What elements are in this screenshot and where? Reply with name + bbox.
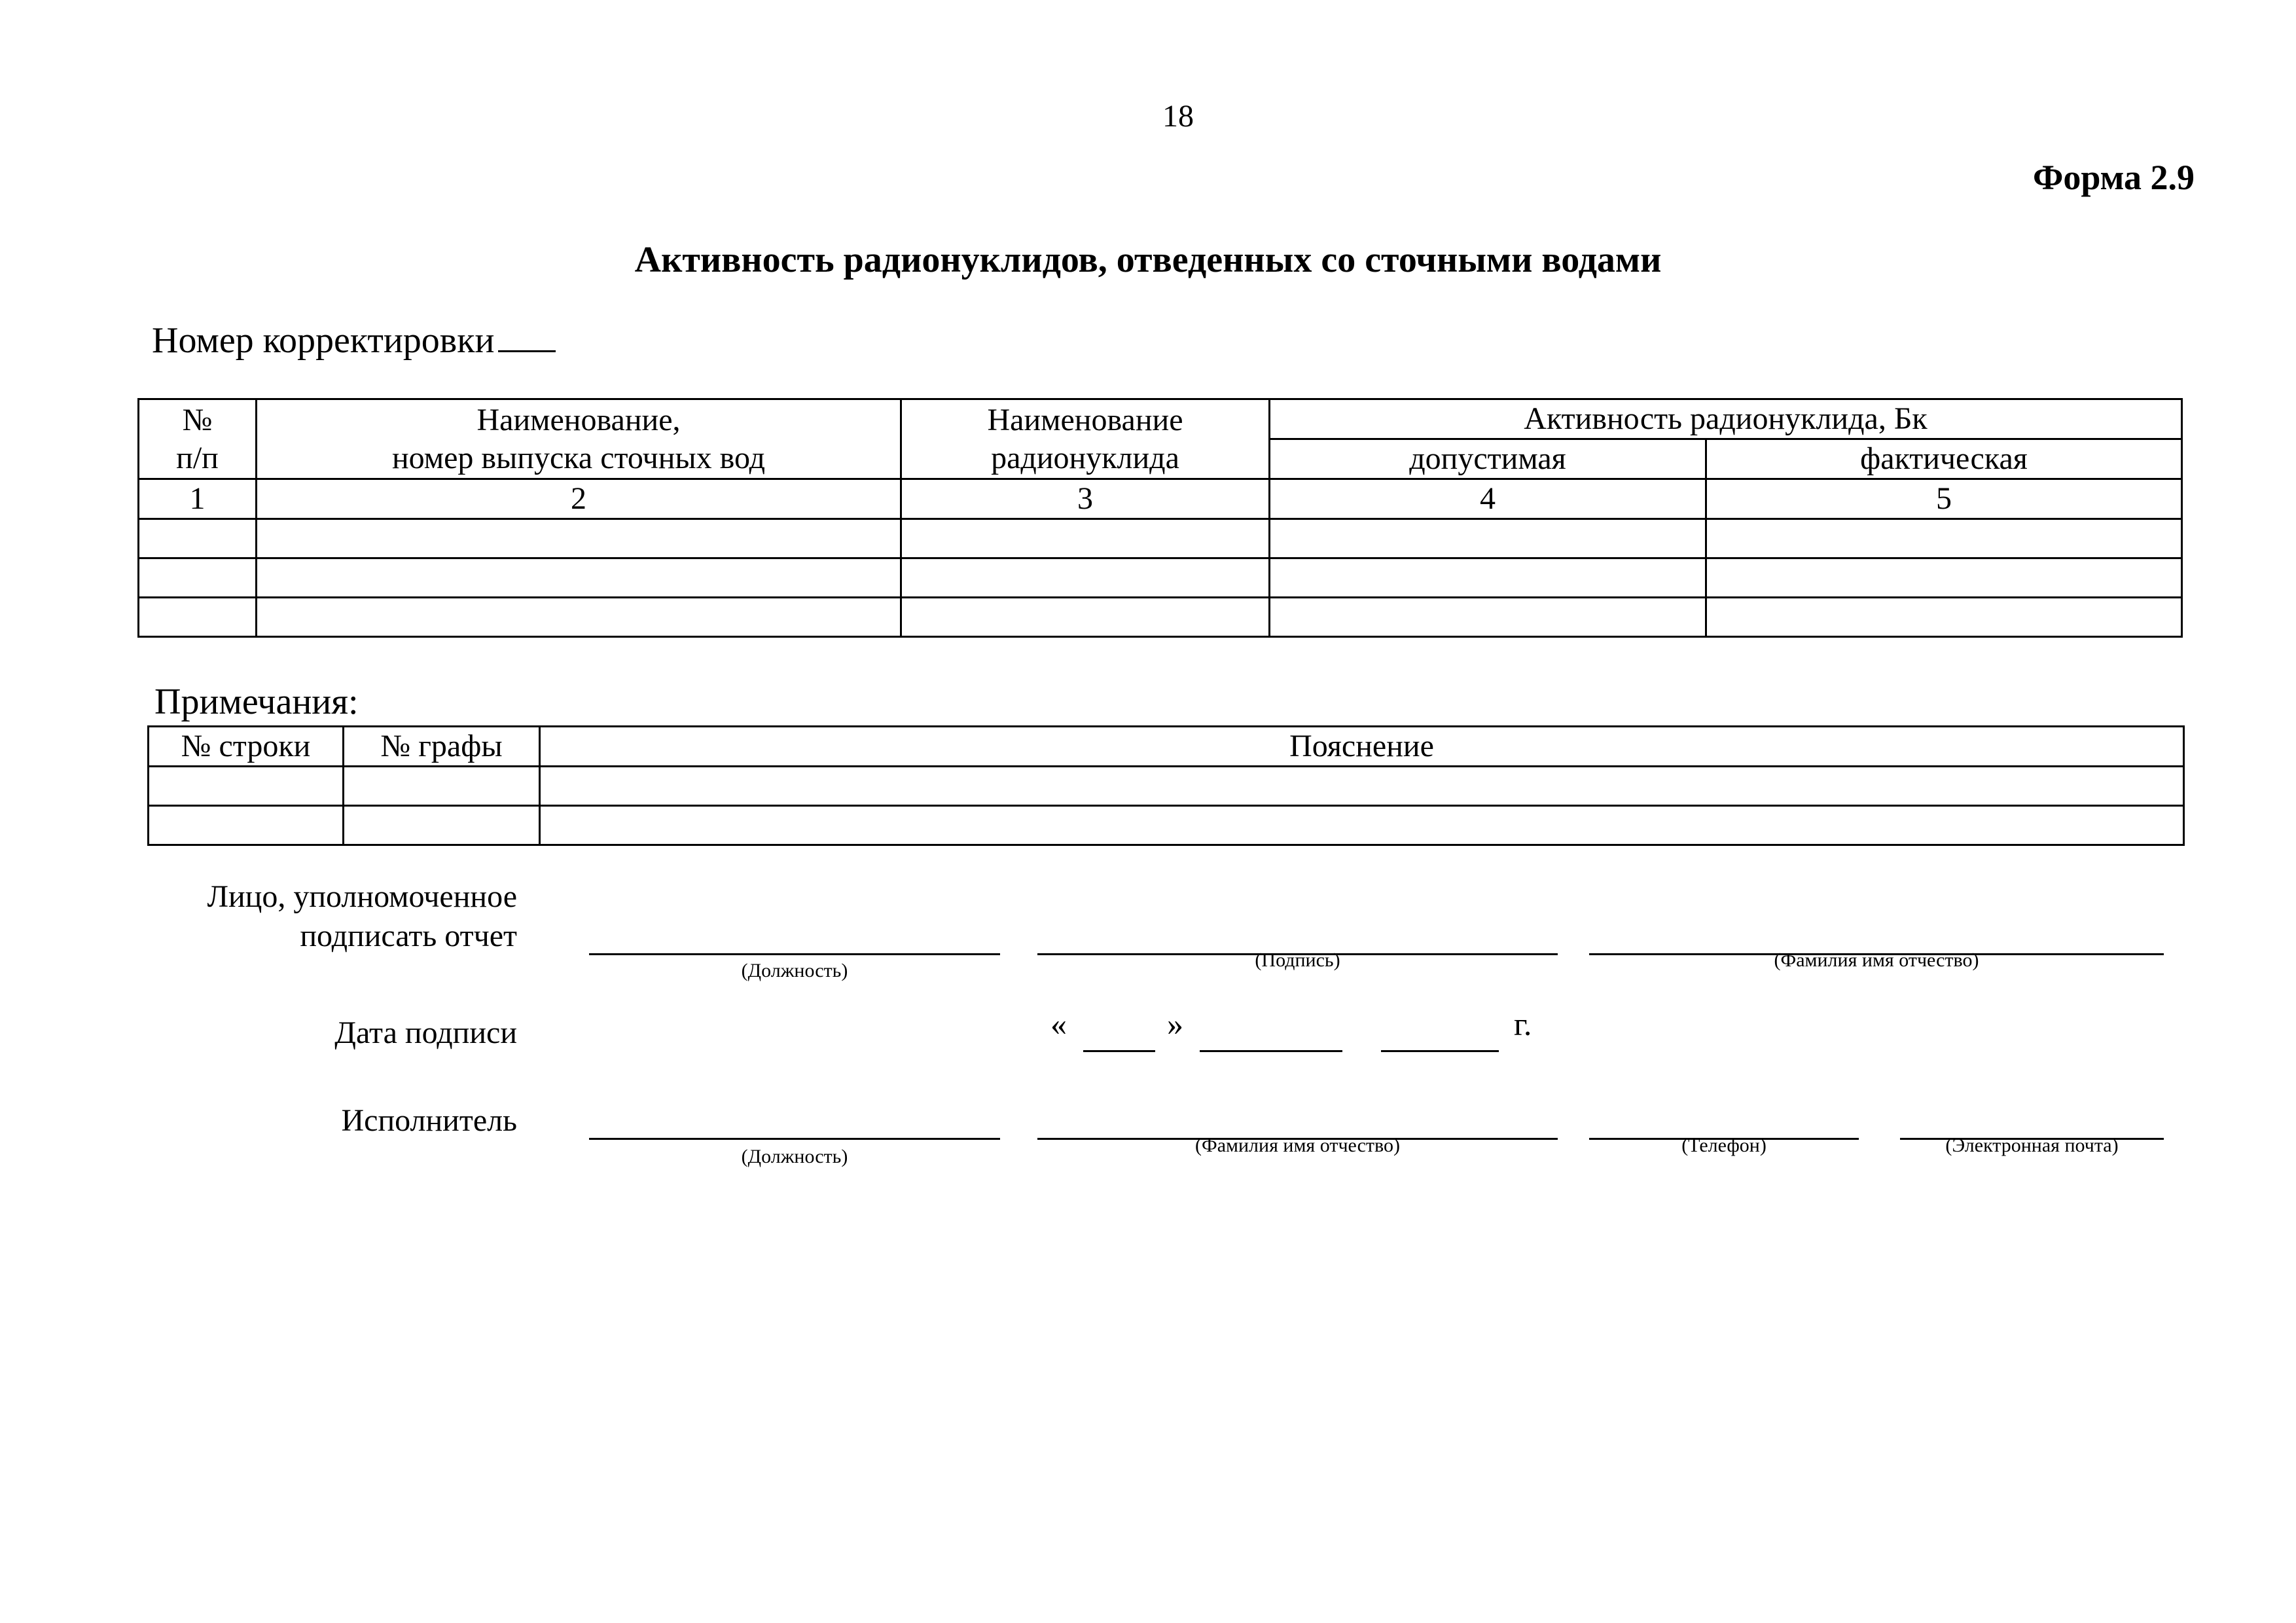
header-activity-group: Активность радионуклида, Бк	[1270, 399, 2182, 439]
table-cell[interactable]	[257, 598, 901, 637]
document-title: Активность радионуклидов, отведенных со сточными водами	[634, 240, 1662, 280]
table-cell[interactable]	[901, 519, 1270, 558]
table-cell[interactable]	[1706, 519, 2182, 558]
executor-email-caption: (Электронная почта)	[1945, 1135, 2119, 1156]
header-outlet-name: Наименование, номер выпуска сточных вод	[257, 399, 901, 479]
form-label: Форма 2.9	[2032, 158, 2195, 197]
date-day-line[interactable]	[1083, 1050, 1155, 1052]
date-close-quote: »	[1167, 1006, 1183, 1042]
table-cell[interactable]	[149, 805, 344, 845]
position-line[interactable]	[589, 953, 1000, 955]
table-cell[interactable]	[149, 766, 344, 805]
table-cell[interactable]	[1270, 558, 1706, 598]
table-cell[interactable]	[1706, 598, 2182, 637]
header-number: № п/п	[139, 399, 257, 479]
signature-caption: (Подпись)	[1255, 949, 1340, 971]
table-cell[interactable]	[901, 598, 1270, 637]
date-year-suffix: г.	[1514, 1006, 1532, 1042]
notes-header-row-number: № строки	[149, 727, 344, 767]
table-cell[interactable]	[257, 558, 901, 598]
table-cell[interactable]	[139, 558, 257, 598]
column-number: 5	[1706, 479, 2182, 519]
executor-position-caption: (Должность)	[741, 1146, 848, 1167]
table-row	[149, 805, 2184, 845]
position-caption: (Должность)	[741, 960, 848, 981]
page-number: 18	[1162, 99, 1194, 134]
column-number: 4	[1270, 479, 1706, 519]
table-cell[interactable]	[1270, 598, 1706, 637]
table-cell[interactable]	[540, 805, 2184, 845]
table-cell[interactable]	[344, 766, 540, 805]
table-cell[interactable]	[540, 766, 2184, 805]
correction-number	[152, 319, 556, 361]
notes-header-column-number: № графы	[344, 727, 540, 767]
header-actual: фактическая	[1706, 439, 2182, 479]
table-row	[139, 519, 2182, 558]
column-number: 1	[139, 479, 257, 519]
table-cell[interactable]	[1706, 558, 2182, 598]
activity-table	[137, 398, 2183, 638]
notes-header-explanation: Пояснение	[540, 727, 2184, 767]
table-cell[interactable]	[901, 558, 1270, 598]
executor-full-name-caption: (Фамилия имя отчество)	[1195, 1135, 1400, 1156]
column-numbers-row	[139, 479, 2182, 519]
correction-blank[interactable]	[498, 320, 556, 352]
executor-label: Исполнитель	[341, 1103, 517, 1138]
table-row	[149, 766, 2184, 805]
table-cell[interactable]	[139, 519, 257, 558]
executor-position-line[interactable]	[589, 1138, 1000, 1140]
notes-title: Примечания:	[154, 682, 359, 722]
column-number: 2	[257, 479, 901, 519]
notes-header-row	[149, 727, 2184, 767]
notes-table	[147, 725, 2185, 846]
date-open-quote: «	[1050, 1006, 1067, 1042]
table-cell[interactable]	[257, 519, 901, 558]
signing-date-label: Дата подписи	[334, 1015, 517, 1050]
header-allowed: допустимая	[1270, 439, 1706, 479]
date-month-line[interactable]	[1200, 1050, 1342, 1052]
date-year-line[interactable]	[1381, 1050, 1499, 1052]
full-name-caption: (Фамилия имя отчество)	[1774, 949, 1979, 971]
authorized-person-label: Лицо, уполномоченное подписать отчет	[207, 879, 517, 953]
table-cell[interactable]	[344, 805, 540, 845]
table-cell[interactable]	[139, 598, 257, 637]
table-row	[139, 558, 2182, 598]
correction-label: Номер корректировки	[152, 320, 495, 361]
table-cell[interactable]	[1270, 519, 1706, 558]
column-number: 3	[901, 479, 1270, 519]
header-radionuclide-name: Наименование радионуклида	[901, 399, 1270, 479]
executor-phone-caption: (Телефон)	[1681, 1135, 1767, 1156]
table-row	[139, 598, 2182, 637]
